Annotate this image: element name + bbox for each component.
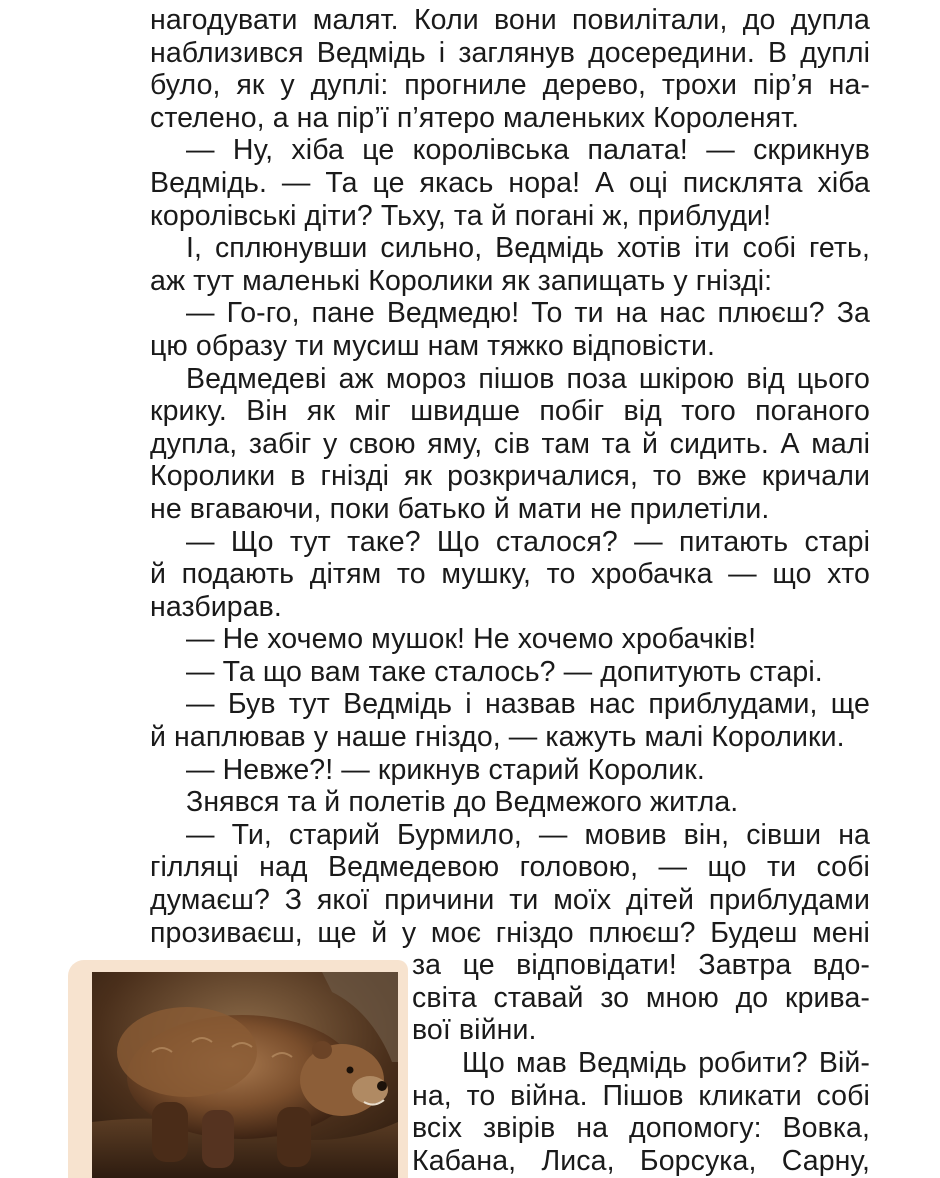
text-line: вої війни.	[412, 1014, 537, 1047]
text-line: не вгаваючи, поки батько й мати не прилетіли.	[150, 492, 770, 525]
text-line: Ведмедеві аж мороз пішов поза шкірою від цього	[186, 362, 870, 395]
text-line: назбирав.	[150, 590, 282, 623]
text-line: — Невже?! — крикнув старий Королик.	[186, 753, 705, 786]
bear-photo-icon	[92, 972, 398, 1178]
text-line: всіх звірів на допомогу: Вовка,	[412, 1112, 870, 1145]
text-line: наблизився Ведмідь і заглянув досередини. В дуплі	[150, 36, 870, 69]
text-line: цю образу ти мусиш нам тяжко відповісти.	[150, 329, 715, 362]
text-line: й подають дітям то мушку, то хробачка — що хто	[150, 558, 870, 591]
text-line: й наплював у наше гніздо, — кажуть малі Королики.	[150, 721, 845, 754]
text-line: Королики в гнізді як розкричалися, то вже кричали	[150, 460, 870, 493]
text-line: дупла, забіг у свою яму, сів там та й сидить. А малі	[150, 427, 870, 460]
text-line: на, то війна. Пішов кликати собі	[412, 1079, 870, 1112]
text-line: — Що тут таке? Що сталося? — питають старі	[186, 525, 870, 558]
text-line: І, сплюнувши сильно, Ведмідь хотів іти собі геть,	[186, 232, 870, 265]
text-line: Що мав Ведмідь робити? Вій-	[462, 1047, 870, 1079]
text-line: крику. Він як міг швидше побіг від того поганого	[150, 395, 870, 428]
text-line: Кабана, Лиса, Борсука, Сарну,	[412, 1144, 870, 1177]
text-line: думаєш? З якої причини ти моїх дітей приблудами	[150, 884, 870, 917]
illustration-frame	[68, 960, 408, 1178]
text-line: — Ну, хіба це королівська палата! — скрикнув	[186, 134, 870, 167]
text-line: Знявся та й полетів до Ведмежого житла.	[186, 786, 739, 819]
text-line: прозиваєш, ще й у моє гніздо плюєш? Будеш мені	[150, 916, 870, 949]
text-line: було, як у дуплі: прогниле дерево, трохи пір’я на-	[150, 69, 870, 102]
text-line: світа ставай зо мною до крива-	[412, 981, 870, 1014]
text-line: — Був тут Ведмідь і назвав нас приблудами, ще	[186, 688, 870, 721]
text-line: — Не хочемо мушок! Не хочемо хробачків!	[186, 623, 757, 656]
text-line: стелено, а на пір’ї п’ятеро маленьких Короленят.	[150, 101, 800, 134]
text-line: королівські діти? Тьху, та й погані ж, приблуди!	[150, 199, 772, 232]
text-line: нагодувати малят. Коли вони повилітали, до дупла	[150, 4, 870, 36]
text-line: за це відповідати! Завтра вдо-	[412, 949, 870, 982]
text-line: — Та що вам таке сталось? — допитують старі.	[186, 655, 823, 688]
text-line: — Го-го, пане Ведмедю! То ти на нас плюєш? За	[186, 297, 870, 330]
text-line: аж тут маленькі Королики як запищать у гнізді:	[150, 264, 773, 297]
text-line: — Ти, старий Бурмило, — мовив він, сівши на	[186, 818, 870, 851]
text-line: Ведмідь. — Та це якась нора! А оці писклята хіба	[150, 166, 870, 199]
text-line: гілляці над Ведмедевою головою, — що ти собі	[150, 851, 870, 884]
